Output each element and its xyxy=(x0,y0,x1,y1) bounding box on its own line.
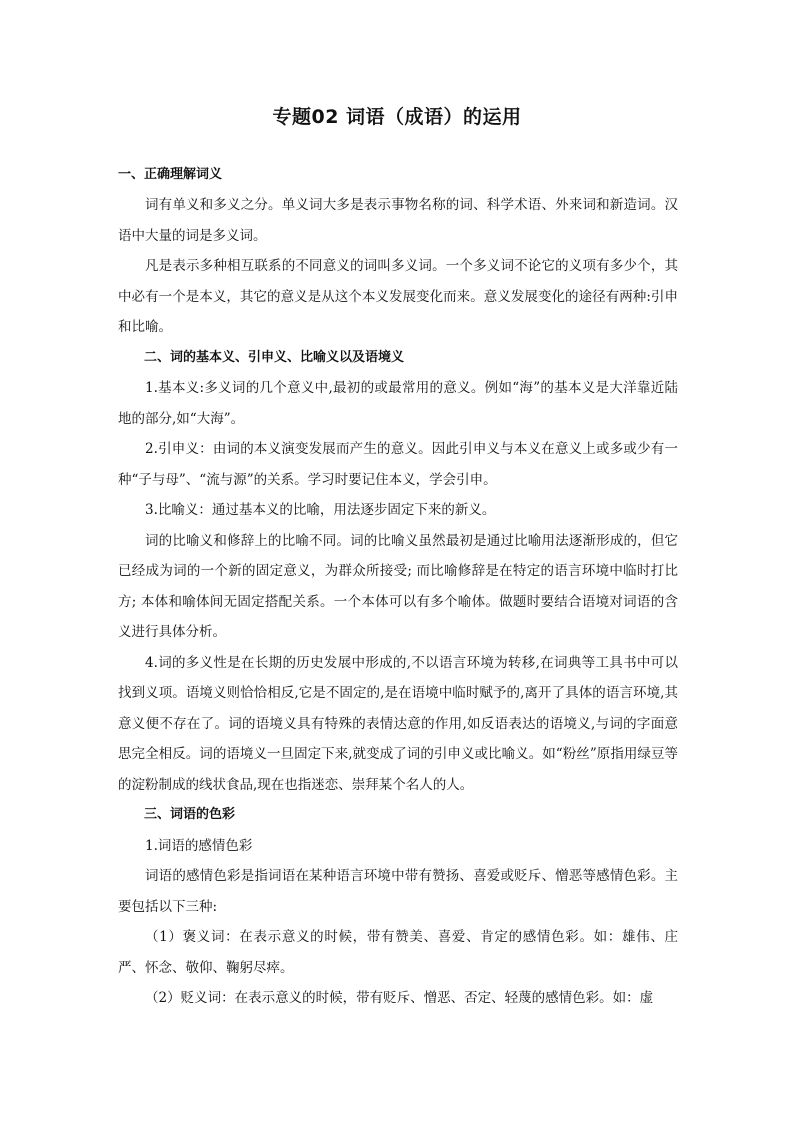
paragraph-basic-meaning: 1.基本义:多义词的几个意义中,最初的或最常用的意义。例如“海”的基本义是大洋靠近陆地的部分,如“大海”。 xyxy=(118,380,678,427)
paragraph-metaphor-vs-rhetoric: 词的比喻义和修辞上的比喻不同。词的比喻义虽然最初是通过比喻用法逐渐形成的，但它已经成为词的一个新的固定意义，为群众所接受; 而比喻修辞是在特定的语言环境中临时打比方; 本体和喻体间无固定搭配关系。一个本体可以有多个喻体。做题时要结合语境对词语的含义进行具体分析。 xyxy=(118,532,678,640)
paragraph-metaphorical-meaning: 3.比喻义：通过基本义的比喻，用法逐步固定下来的新义。 xyxy=(145,502,496,518)
paragraph-polysemy: 凡是表示多种相互联系的不同意义的词叫多义词。一个多义词不论它的义项有多少个，其中必有一个是本义，其它的意义是从这个本义发展变化而来。意义发展变化的途径有两种:引申和比喻。 xyxy=(118,258,678,335)
paragraph-word-types: 词有单义和多义之分。单义词大多是表示事物名称的词、科学术语、外来词和新造词。汉语中大量的词是多义词。 xyxy=(118,197,678,244)
paragraph-emotional-color: 词语的感情色彩是指词语在某种语言环境中带有赞扬、喜爱或贬斥、憎恶等感情色彩。主要包括以下三种: xyxy=(118,868,678,915)
paragraph-extended-meaning: 2.引申义：由词的本义演变发展而产生的意义。因此引申义与本义在意义上或多或少有一种“子与母”、“流与源”的关系。学习时要记住本义，学会引申。 xyxy=(118,441,678,488)
paragraph-commendatory: （1）褒义词：在表示意义的时候，带有赞美、喜爱、肯定的感情色彩。如：雄伟、庄严、怀念、敬仰、鞠躬尽瘁。 xyxy=(118,929,678,976)
section-heading-2: 二、词的基本义、引申义、比喻义以及语境义 xyxy=(144,349,405,365)
paragraph-context-meaning: 4.词的多义性是在长期的历史发展中形成的,不以语言环境为转移,在词典等工具书中可以找到义项。语境义则恰恰相反,它是不固定的,是在语境中临时赋予的,离开了具体的语言环境,其意义便不存在了。词的语境义具有特殊的表情达意的作用,如反语表达的语境义,与词的字面意思完全相反。词的语境义一旦固定下来,就变成了词的引申义或比喻义。如“粉丝”原指用绿豆等的淀粉制成的线状食品,现在也指迷恋、崇拜某个名人的人。 xyxy=(118,654,678,793)
section-heading-1: 一、正确理解词义 xyxy=(118,167,223,182)
document-body xyxy=(118,160,678,1014)
section-heading-3: 三、词语的色彩 xyxy=(144,807,236,822)
paragraph-emotional-color-heading: 1.词语的感情色彩 xyxy=(145,837,253,854)
document-title: 专题02 词语（成语）的运用 xyxy=(272,106,522,128)
paragraph-derogatory: （2）贬义词：在表示意义的时候，带有贬斥、憎恶、否定、轻蔑的感情色彩。如：虚 xyxy=(145,990,654,1006)
